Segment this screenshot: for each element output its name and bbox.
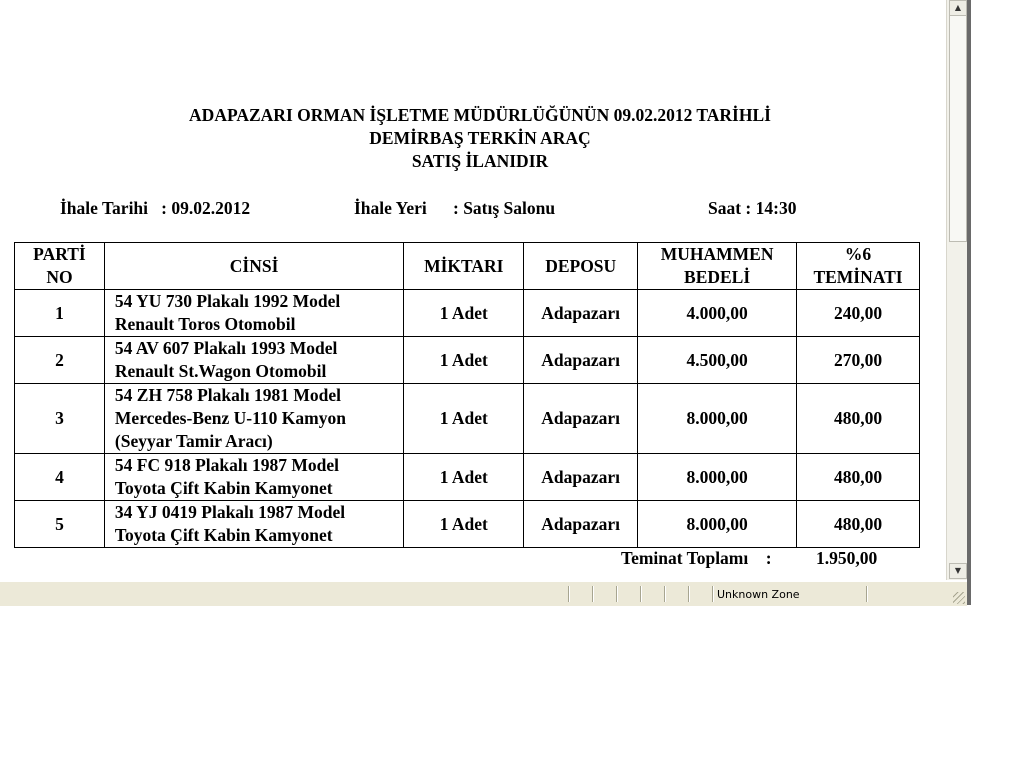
tender-date: İhale Tarihi : 09.02.2012: [60, 198, 251, 218]
scroll-up-icon[interactable]: ▲: [949, 0, 967, 16]
table-row: [15, 337, 920, 384]
cell-no: 3: [15, 384, 105, 454]
cell-deposit: 270,00: [797, 337, 920, 384]
status-divider: [688, 586, 689, 602]
cell-price: 4.000,00: [638, 290, 797, 337]
cell-depot: Adapazarı: [524, 337, 638, 384]
table-row: [15, 454, 920, 501]
cell-depot: Adapazarı: [524, 384, 638, 454]
status-divider: [616, 586, 617, 602]
cell-qty: 1 Adet: [404, 337, 524, 384]
cell-price: 8.000,00: [638, 454, 797, 501]
cell-depot: Adapazarı: [524, 501, 638, 548]
header-teminat: %6 TEMİNATI: [797, 243, 920, 290]
header-deposu: DEPOSU: [524, 243, 638, 290]
header-parti-no: PARTİ NO: [15, 243, 105, 290]
cell-price: 4.500,00: [638, 337, 797, 384]
total-label: Teminat Toplamı :: [621, 548, 772, 568]
cell-qty: 1 Adet: [404, 290, 524, 337]
cell-desc: 54 AV 607 Plakalı 1993 Model Renault St.Wagon Otomobil: [104, 337, 403, 384]
table-header-row: [15, 243, 920, 290]
window-edge: [967, 0, 971, 605]
cell-deposit: 480,00: [797, 384, 920, 454]
tender-time: Saat : 14:30: [708, 198, 797, 218]
cell-qty: 1 Adet: [404, 384, 524, 454]
resize-grip-icon[interactable]: [953, 592, 965, 604]
cell-no: 5: [15, 501, 105, 548]
header-cinsi: CİNSİ: [104, 243, 403, 290]
security-zone-label: Unknown Zone: [717, 588, 800, 601]
cell-desc: 54 YU 730 Plakalı 1992 Model Renault Toros Otomobil: [104, 290, 403, 337]
status-divider: [712, 586, 713, 602]
cell-depot: Adapazarı: [524, 454, 638, 501]
page-title: [0, 104, 946, 173]
title-line: DEMİRBAŞ TERKİN ARAÇ: [369, 128, 591, 148]
cell-qty: 1 Adet: [404, 501, 524, 548]
status-divider: [664, 586, 665, 602]
tender-place: İhale Yeri : Satış Salonu: [354, 198, 556, 218]
cell-deposit: 480,00: [797, 501, 920, 548]
cell-no: 1: [15, 290, 105, 337]
title-line: SATIŞ İLANIDIR: [411, 151, 549, 171]
cell-price: 8.000,00: [638, 501, 797, 548]
cell-desc: 54 ZH 758 Plakalı 1981 Model Mercedes-Benz U-110 Kamyon (Seyyar Tamir Aracı): [104, 384, 403, 454]
table-row: [15, 290, 920, 337]
status-divider: [866, 586, 867, 602]
cell-price: 8.000,00: [638, 384, 797, 454]
cell-no: 2: [15, 337, 105, 384]
cell-no: 4: [15, 454, 105, 501]
status-bar: [0, 581, 967, 606]
cell-deposit: 240,00: [797, 290, 920, 337]
scroll-down-icon[interactable]: ▼: [949, 563, 967, 579]
table-row: [15, 384, 920, 454]
header-miktari: MİKTARI: [404, 243, 524, 290]
total-value: 1.950,00: [816, 548, 878, 568]
cell-desc: 34 YJ 0419 Plakalı 1987 Model Toyota Çift Kabin Kamyonet: [104, 501, 403, 548]
cell-depot: Adapazarı: [524, 290, 638, 337]
cell-desc: 54 FC 918 Plakalı 1987 Model Toyota Çift Kabin Kamyonet: [104, 454, 403, 501]
cell-qty: 1 Adet: [404, 454, 524, 501]
title-line: ADAPAZARI ORMAN İŞLETME MÜDÜRLÜĞÜNÜN 09.02.2012 TARİHLİ: [189, 105, 771, 125]
table-row: [15, 501, 920, 548]
scrollbar-thumb[interactable]: [949, 0, 967, 242]
header-muhammen-bedeli: MUHAMMEN BEDELİ: [638, 243, 797, 290]
status-divider: [592, 586, 593, 602]
status-divider: [568, 586, 569, 602]
cell-deposit: 480,00: [797, 454, 920, 501]
status-divider: [640, 586, 641, 602]
vehicle-table: [14, 242, 920, 548]
